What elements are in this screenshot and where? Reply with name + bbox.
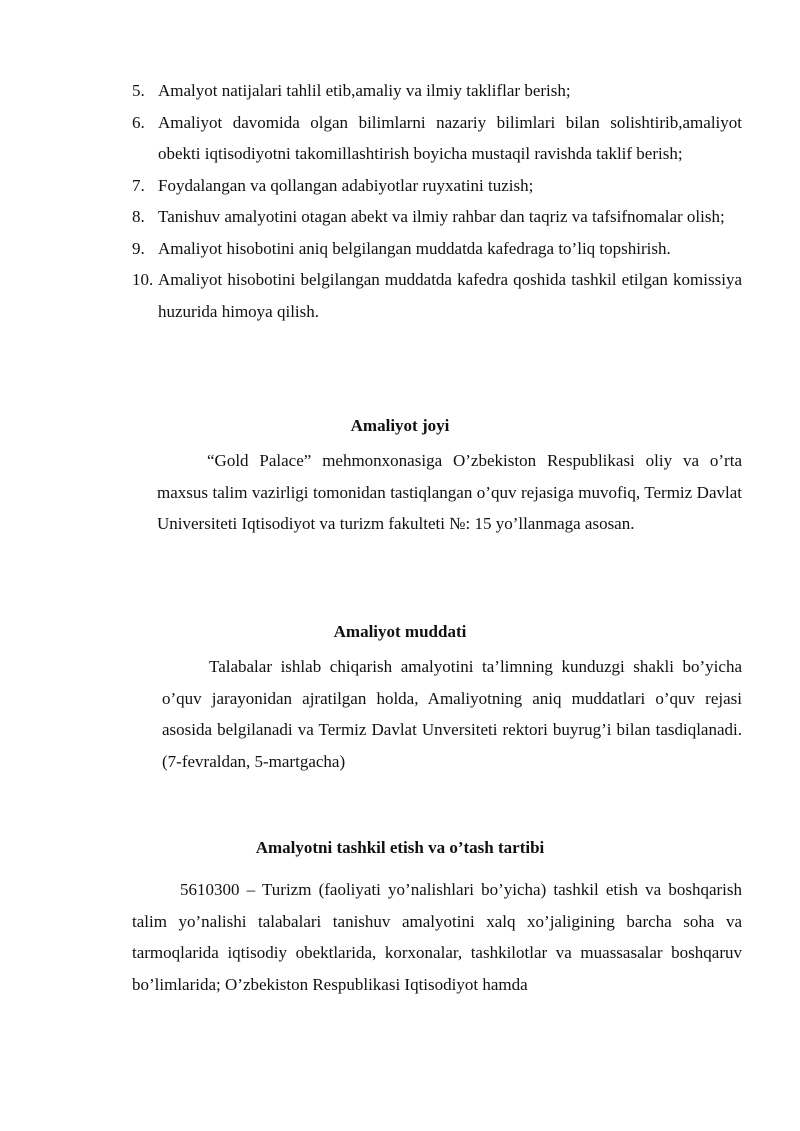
- list-item: [132, 170, 742, 202]
- section-heading-organization: Amalyotni tashkil etish va o’tash tartibi: [255, 838, 545, 857]
- list-item-number: 8.: [132, 207, 145, 226]
- list-item-number: 7.: [132, 175, 145, 195]
- list-item-number: 9.: [132, 238, 145, 258]
- list-item-text: Foydalangan va qollangan adabiyotlar ruyxatini tuzish;: [158, 175, 534, 195]
- list-item-number: 6.: [132, 112, 145, 132]
- list-item-number: 5.: [132, 81, 145, 100]
- list-item-text: Amaliyot hisobotini belgilangan muddatda kafedra qoshida tashkil etilgan komissiya huzurida himoya qilish.: [158, 270, 742, 321]
- section-heading-place: Amaliyot joyi: [350, 416, 450, 435]
- list-item-text: Amalyot natijalari tahlil etib,amaliy va ilmiy takliflar berish;: [158, 81, 571, 100]
- list-item-text: Amaliyot hisobotini aniq belgilangan muddatda kafedraga to’liq topshirish.: [158, 238, 671, 258]
- task-list: [132, 75, 742, 327]
- section-paragraph-duration: Talabalar ishlab chiqarish amalyotini ta’limning kunduzgi shakli bo’yicha o’quv jarayonidan ajratilgan holda, Amaliyotning aniq muddatlari o’quv rejasi asosida belgilanadi va Termiz Davlat Unversiteti rektori buyrug’i bilan tasdiqlanadi.(7-fevraldan, 5-martgacha): [162, 657, 742, 771]
- list-item-text: Amaliyot davomida olgan bilimlarni nazariy bilimlari bilan solishtirib,amaliyot obekti iqtisodiyotni takomillashtirish boyicha mustaqil ravishda taklif berish;: [158, 112, 742, 163]
- list-item-text: Tanishuv amalyotini otagan abekt va ilmiy rahbar dan taqriz va tafsifnomalar olish;: [158, 207, 725, 226]
- list-item: [132, 75, 742, 107]
- list-item: [132, 201, 742, 233]
- list-item: [132, 107, 742, 170]
- list-item: [132, 264, 742, 327]
- section-paragraph-place: “Gold Palace” mehmonxonasiga O’zbekiston Respublikasi oliy va o’rta maxsus talim vazirligi tomonidan tastiqlangan o’quv rejasiga muvofiq, Termiz Davlat Universiteti Iqtisodiyot va turizm fakulteti №: 15 yo’llanmaga asosan.: [157, 451, 742, 533]
- section-paragraph-organization: 5610300 – Turizm (faoliyati yo’nalishlari bo’yicha) tashkil etish va boshqarish talim yo’nalishi talabalari tanishuv amalyotini xalq xo’jaligining barcha soha va tarmoqlarida iqtisodiy obektlarida, korxonalar, tashkilotlar va muassasalar boshqaruv bo’limlarida; O’zbekiston Respublikasi Iqtisodiyot hamda: [132, 880, 742, 994]
- list-item: [132, 233, 742, 265]
- list-item-number: 10.: [132, 270, 154, 289]
- section-heading-duration: Amaliyot muddati: [333, 622, 467, 641]
